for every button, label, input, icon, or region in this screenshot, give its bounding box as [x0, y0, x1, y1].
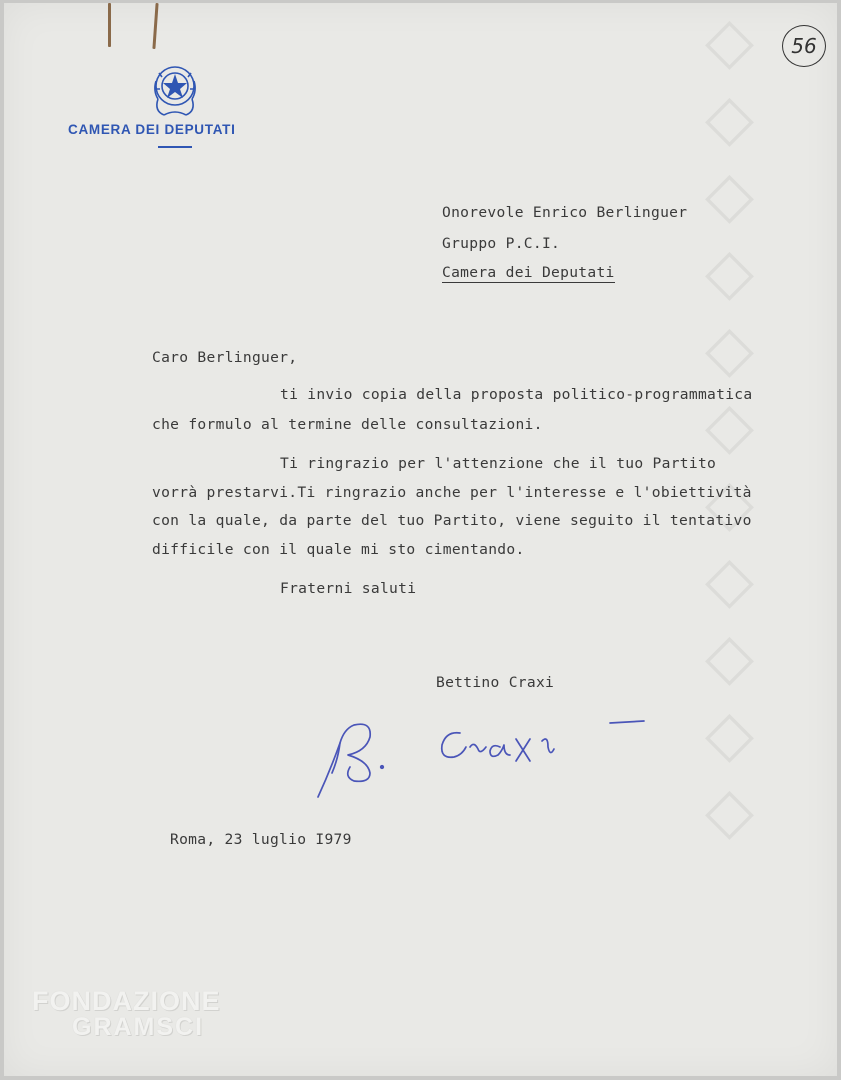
recipient-line-3: Camera dei Deputati [442, 264, 615, 281]
letterhead-institution: CAMERA DEI DEPUTATI [68, 122, 236, 137]
date-line: Roma, 23 luglio I979 [170, 831, 352, 848]
paragraph-1-line-1: ti invio copia della proposta politico-programmatica [280, 386, 753, 403]
archive-number: 56 [782, 25, 826, 67]
letterhead-rule [158, 146, 192, 148]
bleed-through-text: ◇◇◇◇◇◇◇◇◇◇◇ [694, 3, 765, 850]
paragraph-2-line-3: con la quale, da parte del tuo Partito, viene seguito il tentativo [152, 512, 752, 529]
paragraph-2-line-2: vorrà prestarvi.Ti ringrazio anche per l'interesse e l'obiettività [152, 484, 752, 501]
recipient-line-1: Onorevole Enrico Berlinguer [442, 204, 688, 221]
staple-mark [152, 3, 158, 49]
recipient-line-2: Gruppo P.C.I. [442, 235, 561, 252]
typed-signature-name: Bettino Craxi [436, 674, 555, 691]
staple-mark [108, 3, 111, 47]
handwritten-signature [310, 711, 660, 806]
closing: Fraterni saluti [280, 580, 417, 597]
watermark-line-1: FONDAZIONE [32, 986, 221, 1016]
paragraph-2-line-4: difficile con il quale mi sto cimentando. [152, 541, 525, 558]
paragraph-2-line-1: Ti ringrazio per l'attenzione che il tuo Partito [280, 455, 717, 472]
letter-page [4, 3, 837, 1076]
archive-watermark [32, 988, 221, 1040]
italian-republic-emblem-icon [150, 61, 200, 119]
paragraph-1-line-2: che formulo al termine delle consultazioni. [152, 416, 543, 433]
salutation: Caro Berlinguer, [152, 349, 298, 366]
watermark-line-2: GRAMSCI [72, 1013, 205, 1041]
